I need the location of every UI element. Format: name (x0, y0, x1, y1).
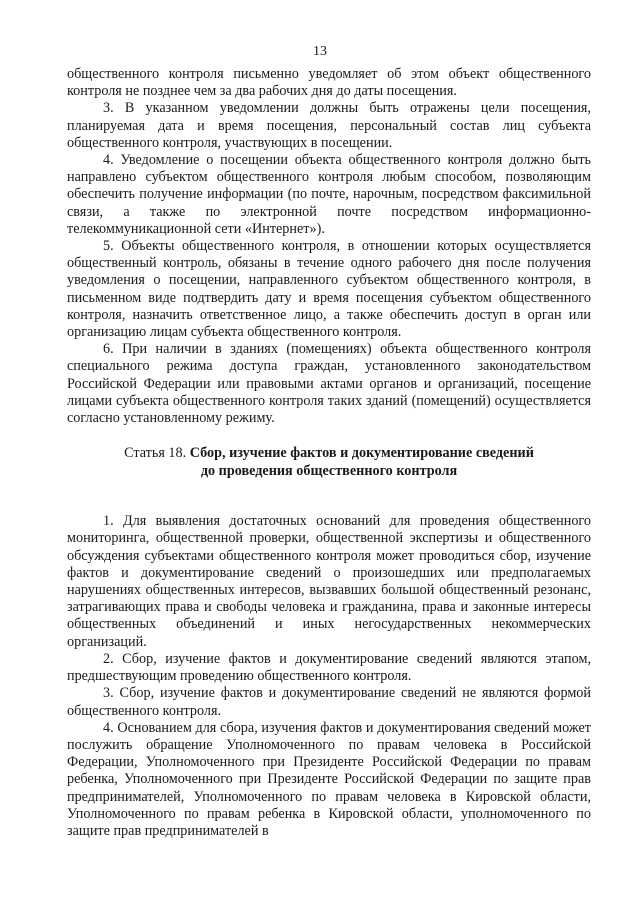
paragraph: 4. Основанием для сбора, изучения фактов и документирования сведений может послужить обращение Уполномоченного по правам человека в Российской Федерации, Уполномоченного при Президенте Российской Федерации по правам ребенка, Уполномоченного при Президенте Российской Федерации по защите прав предпринимателей, Уполномоченного по правам человека в Кировской области, Уполномоченного по правам ребенка в Кировской области, уполномоченного по защите прав предпринимателей в (67, 719, 591, 839)
article-title-line1: Сбор, изучение фактов и документирование сведений (189, 445, 534, 462)
article-heading-line1 (67, 445, 591, 463)
paragraph: 4. Уведомление о посещении объекта общественного контроля должно быть направлено субъектом общественного контроля любым способом, позволяющим обеспечить получение информации (по почте, нарочным, посредством факсимильной связи, а также по электронной почте посредством информационно-телекоммуникационной сети «Интернет»). (67, 152, 591, 237)
paragraphs-after (67, 513, 591, 840)
page-number: 13 (313, 44, 327, 59)
paragraph: 5. Объекты общественного контроля, в отношении которых осуществляется общественный контроль, обязаны в течение одного рабочего дня после получения уведомления о посещении, направленного субъектом общественного контроля, в письменном виде подтвердить дату и время посещения субъектом общественного контроля, назначить ответственное лицо, а также обеспечить доступ в орган или организацию лицам субъекта общественного контроля. (67, 238, 591, 341)
article-label: Статья 18. (124, 445, 187, 462)
article-title-line2: до проведения общественного контроля (200, 462, 458, 479)
paragraph: 3. В указанном уведомлении должны быть отражены цели посещения, планируемая дата и время посещения, персональный состав лиц субъекта общественного контроля, участвующих в посещении. (67, 100, 591, 151)
paragraph: 2. Сбор, изучение фактов и документирование сведений являются этапом, предшествующим проведению общественного контроля. (67, 650, 591, 685)
paragraph: 6. При наличии в зданиях (помещениях) объекта общественного контроля специального режима доступа граждан, установленного законодательством Российской Федерации или правовыми актами органов и организаций, посещение лицами субъекта общественного контроля таких зданий (помещений) осуществляется согласно установленному режиму. (67, 341, 591, 427)
paragraph: 3. Сбор, изучение фактов и документирование сведений не являются формой общественного контроля. (67, 685, 591, 719)
paragraph: 1. Для выявления достаточных оснований для проведения общественного мониторинга, общественной проверки, общественной экспертизы и общественного обсуждения субъектами общественного контроля может проводиться сбор, изучение фактов и документирование сведений о произошедших или предполагаемых нарушениях общественных интересов, вызвавших большой общественный резонанс, затрагивающих права и свободы человека и гражданина, права и законные интересы общественных объединений и иных негосударственных некоммерческих организаций. (67, 513, 591, 650)
document-body (67, 66, 591, 840)
paragraphs-before (67, 66, 591, 427)
article-heading (67, 445, 591, 480)
paragraph: общественного контроля письменно уведомляет об этом объект общественного контроля не позднее чем за два рабочих дня до даты посещения. (67, 66, 591, 100)
